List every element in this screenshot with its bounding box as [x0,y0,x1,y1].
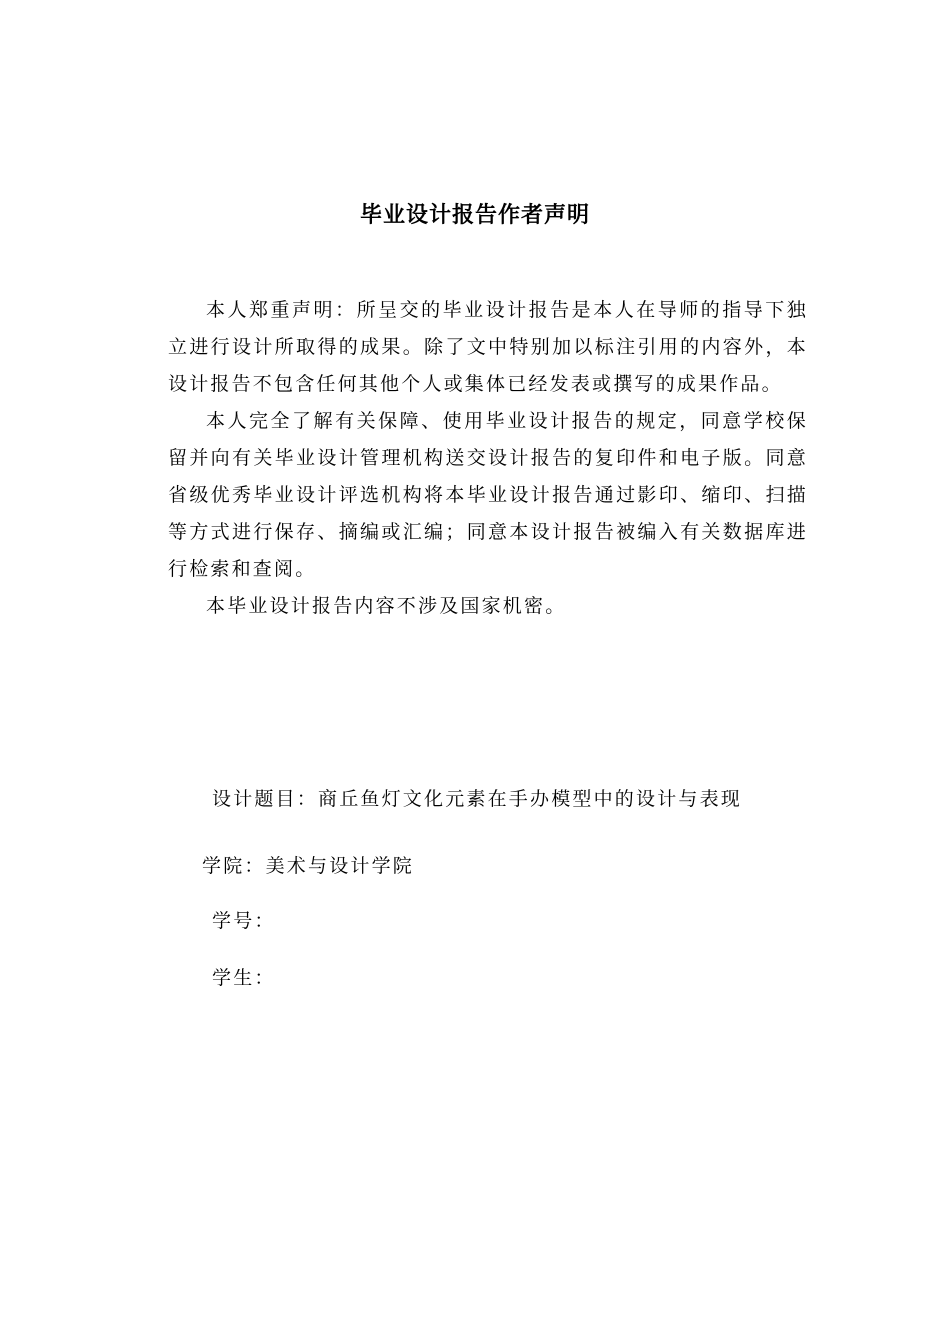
college-field: 学院：美术与设计学院 [202,855,415,877]
declaration-paragraph-1: 本人郑重声明：所呈交的毕业设计报告是本人在导师的指导下独立进行设计所取得的成果。除了文中特别加以标注引用的内容外，本设计报告不包含任何其他个人或集体已经发表或撰写的成果作品。 [168,299,808,395]
declaration-paragraph-2: 本人完全了解有关保障、使用毕业设计报告的规定，同意学校保留并向有关毕业设计管理机构送交设计报告的复印件和电子版。同意省级优秀毕业设计评选机构将本毕业设计报告通过影印、缩印、扫描等方式进行保存、摘编或汇编；同意本设计报告被编入有关数据库进行检索和查阅。 [168,410,808,580]
student-name-field: 学生： [212,967,276,989]
declaration-paragraph-3: 本毕业设计报告内容不涉及国家机密。 [206,595,567,617]
page-title: 毕业设计报告作者声明 [359,203,590,228]
design-topic: 设计题目：商丘鱼灯文化元素在手办模型中的设计与表现 [212,788,743,810]
declaration-body [168,292,808,625]
student-id-field: 学号： [212,910,276,932]
